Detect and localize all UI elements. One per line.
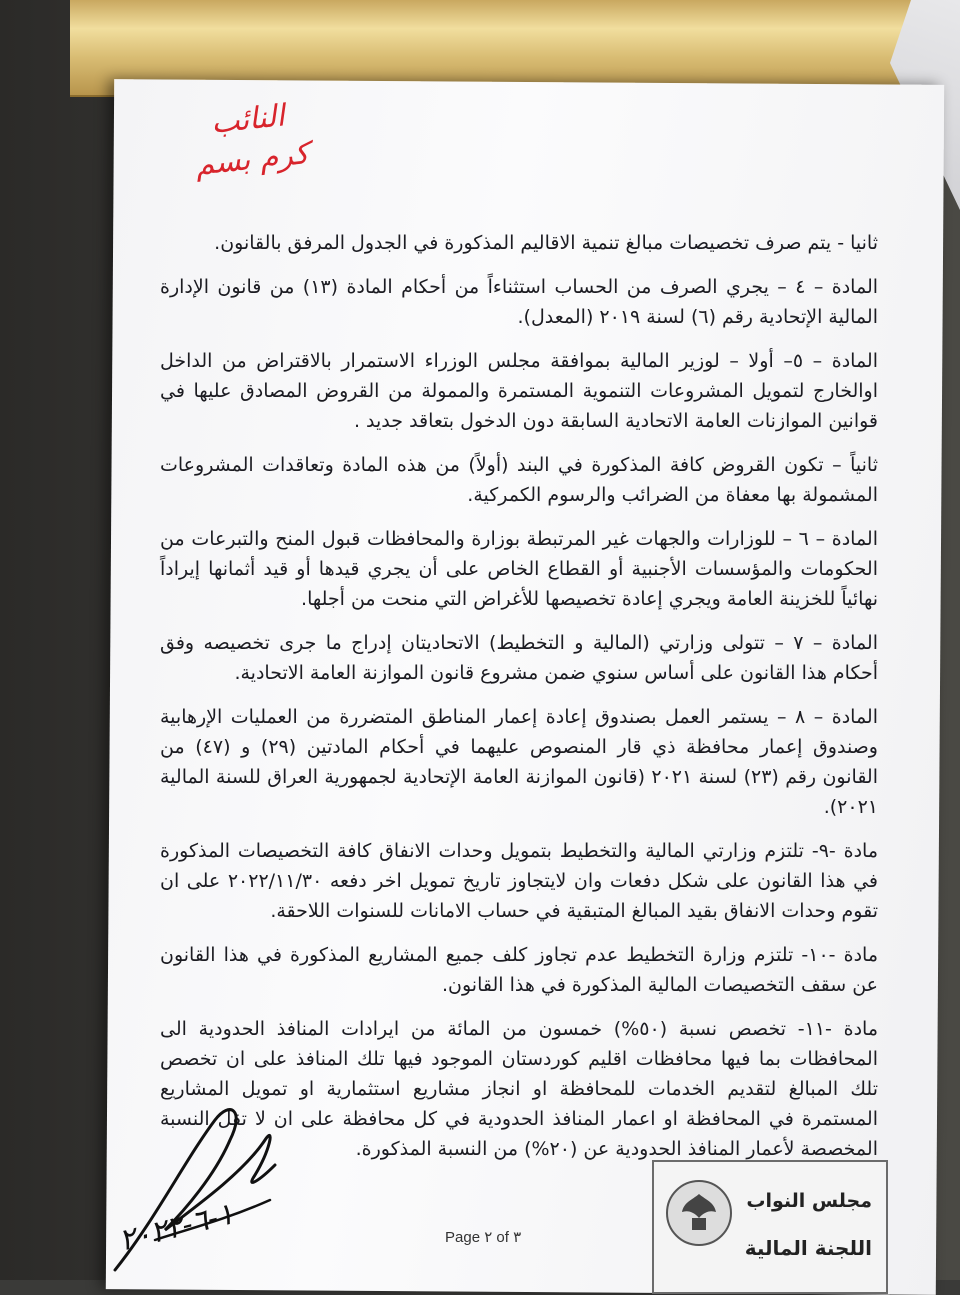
handwritten-note-line1: النائب [209,98,287,141]
paragraph-article-5-second: ثانياً – تكون القروض كافة المذكورة في البند (أولاً) من هذه المادة وتعاقدات المشروعات المشمولة بها معفاة من الضرائب والرسوم الكمركية. [160,454,878,506]
stamp-subtitle: اللجنة المالية [744,1236,872,1260]
parliament-stamp [652,1160,888,1294]
paragraph-article-6: المادة – ٦ – للوزارات والجهات غير المرتبطة بوزارة والمحافظات قبول المنح والتبرعات من الحكومات والمؤسسات الأجنبية أو القطاع الخاص على أن يجري قيدها أو قيد أثمانها إيراداً نهائياً للخزينة العامة ويجري إعادة تخصيصها للأغراض التي منحت من أجلها. [160,528,878,610]
paragraph-article-5: المادة – ٥– أولا – لوزير المالية بموافقة مجلس الوزراء الاستمرار بالاقتراض من الداخل اوالخارج لتمويل المشروعات التنموية المستمرة والممولة من القروض المصادق عليها في قوانين الموازنات العامة الاتحادية السابقة دون الدخول بتعاقد جديد . [160,350,878,432]
paragraph-article-4: المادة – ٤ – يجري الصرف من الحساب استثناءاً من أحكام المادة (١٣) من قانون الإدارة المالية الإتحادية رقم (٦) لسنة ٢٠١٩ (المعدل). [160,276,879,328]
paragraph-article-9: مادة -٩- تلتزم وزارتي المالية والتخطيط بتمويل وحدات الانفاق كافة التخصيصات المذكورة في هذا القانون على شكل دفعات وان لايتجاوز تاريخ تمويل اخر دفعه ٢٠٢٢/١١/٣٠ على ان تقوم وحدات الانفاق بقيد المبالغ المتبقية في حساب الامانات للسنوات اللاحقة. [160,840,879,922]
paragraph-article-11: مادة -١١- تخصص نسبة (٥٠%) خمسون من المائة من ايرادات المنافذ الحدودية الى المحافظات بما فيها محافظات اقليم كوردستان الموجود فيها تلك المنافذ على ان تخصص تلك المبالغ لتقديم الخدمات للمحافظة او انجاز مشاريع استثمارية او تمويل المشاريع المستمرة في المحافظة او اعمار المنافذ الحدودية في كل محافظة على ان لا تقل النسبة المخصصة لأعمار المنافذ الحدودية عن (٢٠%) من النسبة المذكورة. [160,1018,878,1160]
paragraph-second-clause: ثانيا - يتم صرف تخصيصات مبالغ تنمية الاقاليم المذكورة في الجدول المرفق بالقانون. [214,232,878,254]
stamp-title: مجلس النواب [746,1190,872,1212]
document-body [160,228,878,1178]
page-number: Page ٢ of ٣ [445,1229,522,1246]
paragraph-article-7: المادة – ٧ – تتولى وزارتي (المالية و التخطيط) الاتحاديتان إدراج ما جرى تخصيصه وفق أحكام هذا القانون على أساس سنوي ضمن مشروع قانون الموازنة العامة الاتحادية. [160,632,878,684]
paragraph-article-10: مادة -١٠- تلتزم وزارة التخطيط عدم تجاوز كلف جميع المشاريع المذكورة في هذا القانون عن سقف التخصيصات المالية المذكورة في هذا القانون. [160,944,878,996]
paragraph-article-8: المادة – ٨ – يستمر العمل بصندوق إعادة إعمار المناطق المتضررة من العمليات الإرهابية وصندوق إعمار محافظة ذي قار المنصوص عليهما في أحكام المادتين (٢٩) و (٤٧) من القانون رقم (٢٣) لسنة ٢٠٢١ (قانون الموازنة العامة الإتحادية لجمهورية العراق للسنة المالية ٢٠٢١). [160,706,878,818]
handwritten-date: ١-٦-٢٠٢٢ [115,1196,238,1259]
iraq-emblem-icon [666,1180,732,1246]
handwritten-note-line2: كرم بسم [193,136,311,183]
